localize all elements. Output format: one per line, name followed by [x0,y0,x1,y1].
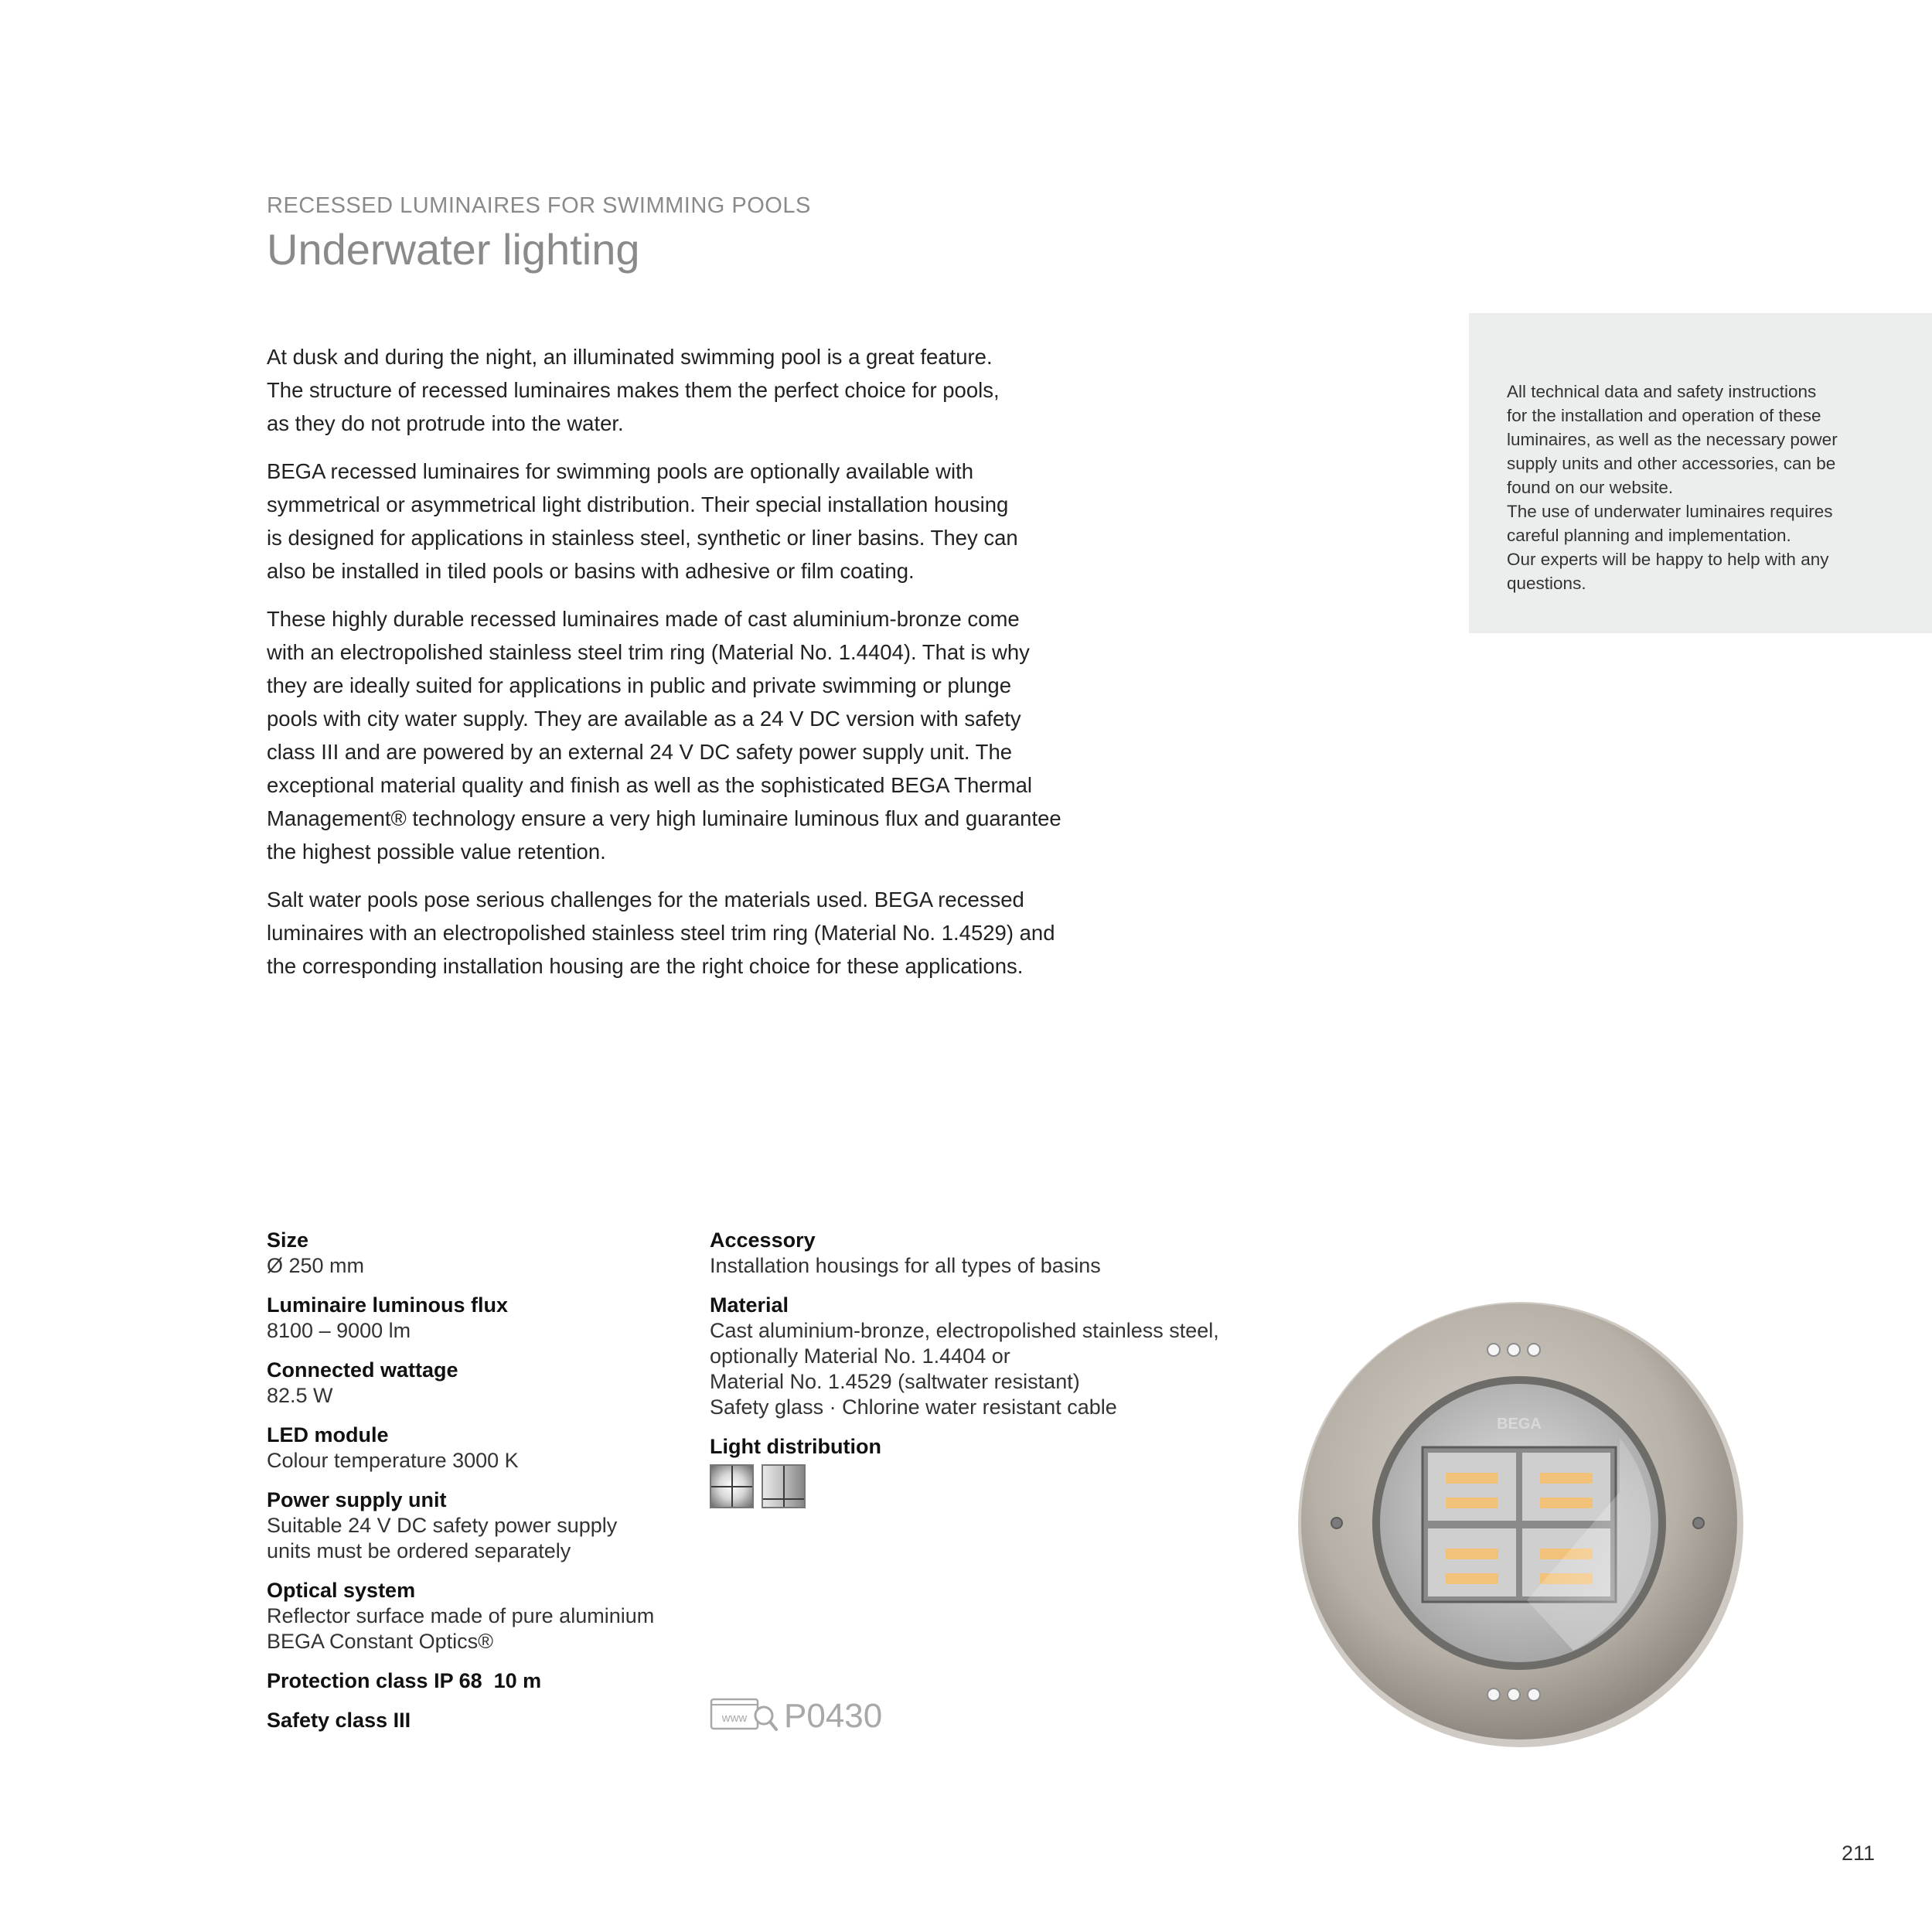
text-line: with an electropolished stainless steel trim ring (Material No. 1.4404). That is why [267,640,1030,664]
spec-value: Material No. 1.4529 (saltwater resistant) [710,1370,1080,1393]
intro-paragraph-1 [267,340,1117,440]
text-line: exceptional material quality and finish as well as the sophisticated BEGA Thermal [267,773,1033,797]
spec-safety-class [267,1708,700,1733]
spec-value: units must be ordered separately [267,1539,571,1562]
text-line: the highest possible value retention. [267,840,606,864]
info-line: questions. [1507,574,1586,593]
info-line: for the installation and operation of these [1507,406,1821,425]
text-line: Management® technology ensure a very high luminaire luminous flux and guarantee [267,806,1061,830]
info-line: careful planning and implementation. [1507,526,1791,545]
product-code: P0430 [784,1697,883,1735]
www-label: www [721,1712,748,1725]
luminaire-product-image [1295,1299,1751,1755]
spec-label: Luminaire luminous flux [267,1293,509,1317]
info-line: supply units and other accessories, can be [1507,454,1836,473]
spec-label: Safety class III [267,1709,411,1732]
spec-value: BEGA Constant Optics® [267,1630,494,1653]
spec-size [267,1228,700,1279]
spec-optical-system [267,1578,700,1654]
text-line: BEGA recessed luminaires for swimming pools are optionally available with [267,459,974,483]
spec-value: Colour temperature 3000 K [267,1449,519,1472]
light-distribution-icons [710,1464,1266,1508]
spec-power-supply-unit [267,1487,700,1564]
text-line: class III and are powered by an external 24 V DC safety power supply unit. The [267,740,1013,764]
intro-text [267,340,1117,997]
specs-left-column [267,1228,700,1747]
spec-led-module [267,1423,700,1474]
intro-paragraph-2 [267,455,1117,588]
text-line: symmetrical or asymmetrical light distribution. Their special installation housing [267,492,1009,516]
asymmetrical-distribution-icon [762,1464,806,1508]
spec-value: Reflector surface made of pure aluminium [267,1604,655,1627]
spec-luminous-flux [267,1293,700,1344]
spec-light-distribution [710,1434,1266,1508]
intro-paragraph-4 [267,883,1117,983]
text-line: luminaires with an electropolished stainless steel trim ring (Material No. 1.4529) and [267,921,1055,945]
text-line: At dusk and during the night, an illuminated swimming pool is a great feature. [267,345,993,369]
spec-protection-class [267,1668,700,1694]
spec-label: Connected wattage [267,1358,458,1382]
brand-logo: BEGA [1497,1416,1542,1433]
section-kicker: RECESSED LUMINAIRES FOR SWIMMING POOLS [267,193,811,218]
info-line: found on our website. [1507,478,1674,497]
text-line: is designed for applications in stainless steel, synthetic or liner basins. They can [267,526,1018,550]
spec-value: 8100 – 9000 lm [267,1319,411,1342]
text-line: These highly durable recessed luminaires made of cast aluminium-bronze come [267,607,1020,631]
spec-accessory [710,1228,1266,1279]
page-title: Underwater lighting [267,225,640,274]
spec-label: LED module [267,1423,389,1446]
text-line: the corresponding installation housing are the right choice for these applications. [267,954,1024,978]
specs-middle-column [710,1228,1266,1522]
text-line: as they do not protrude into the water. [267,411,624,435]
spec-label: Size [267,1228,309,1252]
text-line: also be installed in tiled pools or basins with adhesive or film coating. [267,559,915,583]
product-code-link[interactable] [710,1697,882,1736]
spec-value: Ø 250 mm [267,1254,365,1277]
text-line: The structure of recessed luminaires makes them the perfect choice for pools, [267,378,1000,402]
spec-label: Accessory [710,1228,816,1252]
info-line: All technical data and safety instructions [1507,382,1817,401]
info-box [1469,313,1932,633]
text-line: Salt water pools pose serious challenges for the materials used. BEGA recessed [267,888,1024,911]
spec-label: Power supply unit [267,1488,447,1511]
spec-label: Material [710,1293,789,1317]
page-number: 211 [1842,1842,1876,1865]
spec-label: Optical system [267,1579,416,1602]
info-line: Our experts will be happy to help with any [1507,550,1829,569]
spec-material [710,1293,1266,1420]
spec-value: 82.5 W [267,1384,333,1407]
intro-paragraph-3 [267,602,1117,868]
spec-label: Light distribution [710,1435,881,1458]
spec-value: Safety glass · Chlorine water resistant cable [710,1395,1117,1419]
spec-value: Suitable 24 V DC safety power supply [267,1514,618,1537]
spec-value: optionally Material No. 1.4404 or [710,1344,1010,1368]
spec-connected-wattage [267,1358,700,1409]
info-line: The use of underwater luminaires requires [1507,502,1833,521]
text-line: they are ideally suited for applications in public and private swimming or plunge [267,673,1012,697]
text-line: pools with city water supply. They are available as a 24 V DC version with safety [267,707,1021,731]
spec-label: Protection class IP 68 10 m [267,1669,542,1692]
web-search-icon [710,1697,778,1736]
symmetrical-distribution-icon [710,1464,754,1508]
info-line: luminaires, as well as the necessary power [1507,430,1838,449]
spec-value: Cast aluminium-bronze, electropolished stainless steel, [710,1319,1219,1342]
spec-value: Installation housings for all types of basins [710,1254,1101,1277]
